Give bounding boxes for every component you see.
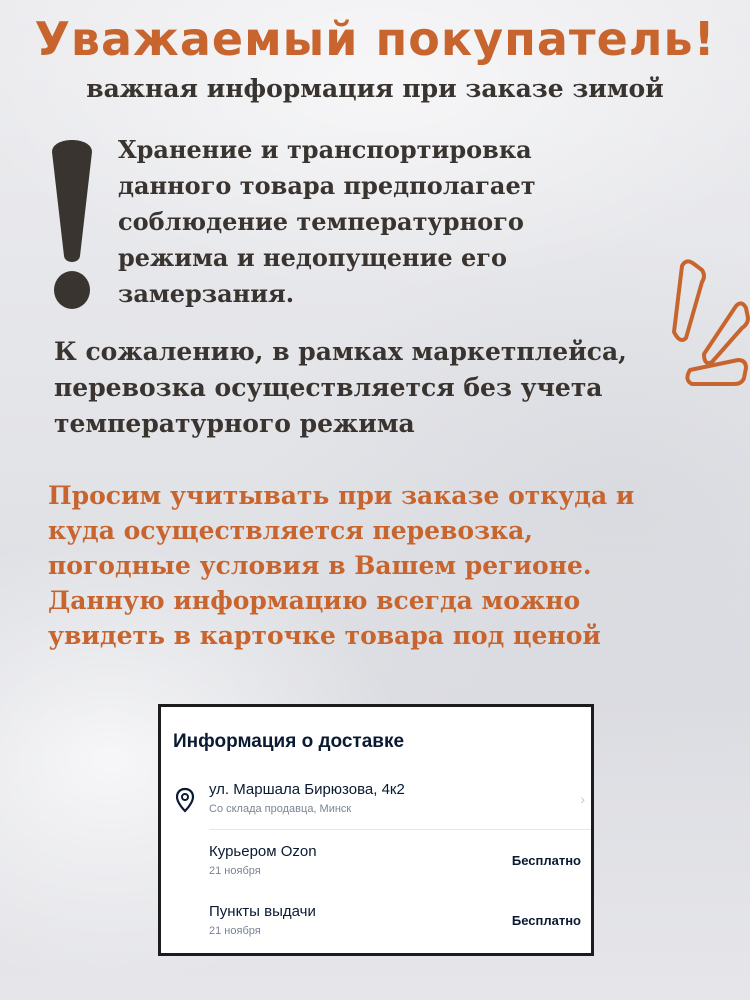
attention-burst-icon xyxy=(652,258,750,398)
page-subtitle: важная информация при заказе зимой xyxy=(86,74,664,103)
storage-line: соблюдение температурного xyxy=(118,207,524,236)
delivery-info-card xyxy=(158,704,594,956)
delivery-source: Со склада продавца, Минск xyxy=(209,803,352,815)
storage-line: данного товара предполагает xyxy=(118,171,536,200)
request-line: Просим учитывать при заказе откуда и xyxy=(48,481,635,510)
request-line: Данную информацию всегда можно xyxy=(48,586,581,615)
delivery-option-price: Бесплатно xyxy=(511,853,581,868)
divider xyxy=(209,829,591,830)
regret-line: температурного режима xyxy=(54,409,415,438)
location-pin-icon xyxy=(175,787,195,813)
regret-note xyxy=(54,334,627,442)
request-note xyxy=(48,478,634,653)
storage-line: замерзания. xyxy=(118,279,295,308)
chevron-right-icon[interactable]: › xyxy=(580,791,585,807)
delivery-address[interactable]: ул. Маршала Бирюзова, 4к2 xyxy=(209,781,405,798)
request-line: погодные условия в Вашем регионе. xyxy=(48,551,592,580)
regret-line: перевозка осуществляется без учета xyxy=(54,373,603,402)
delivery-option-price: Бесплатно xyxy=(511,913,581,928)
storage-note xyxy=(118,132,536,312)
storage-line: режима и недопущение его xyxy=(118,243,507,272)
delivery-option-pickup[interactable]: Пункты выдачи xyxy=(209,903,316,920)
delivery-option-date: 21 ноября xyxy=(209,925,261,937)
request-line: увидеть в карточке товара под ценой xyxy=(48,621,601,650)
regret-line: К сожалению, в рамках маркетплейса, xyxy=(54,337,627,366)
exclamation-icon xyxy=(44,130,100,312)
request-line: куда осуществляется перевозка, xyxy=(48,516,533,545)
delivery-card-title: Информация о доставке xyxy=(173,731,405,752)
page-title: Уважаемый покупатель! xyxy=(34,12,716,66)
storage-line: Хранение и транспортировка xyxy=(118,135,532,164)
delivery-option-date: 21 ноября xyxy=(209,865,261,877)
delivery-option-courier[interactable]: Курьером Ozon xyxy=(209,843,317,860)
